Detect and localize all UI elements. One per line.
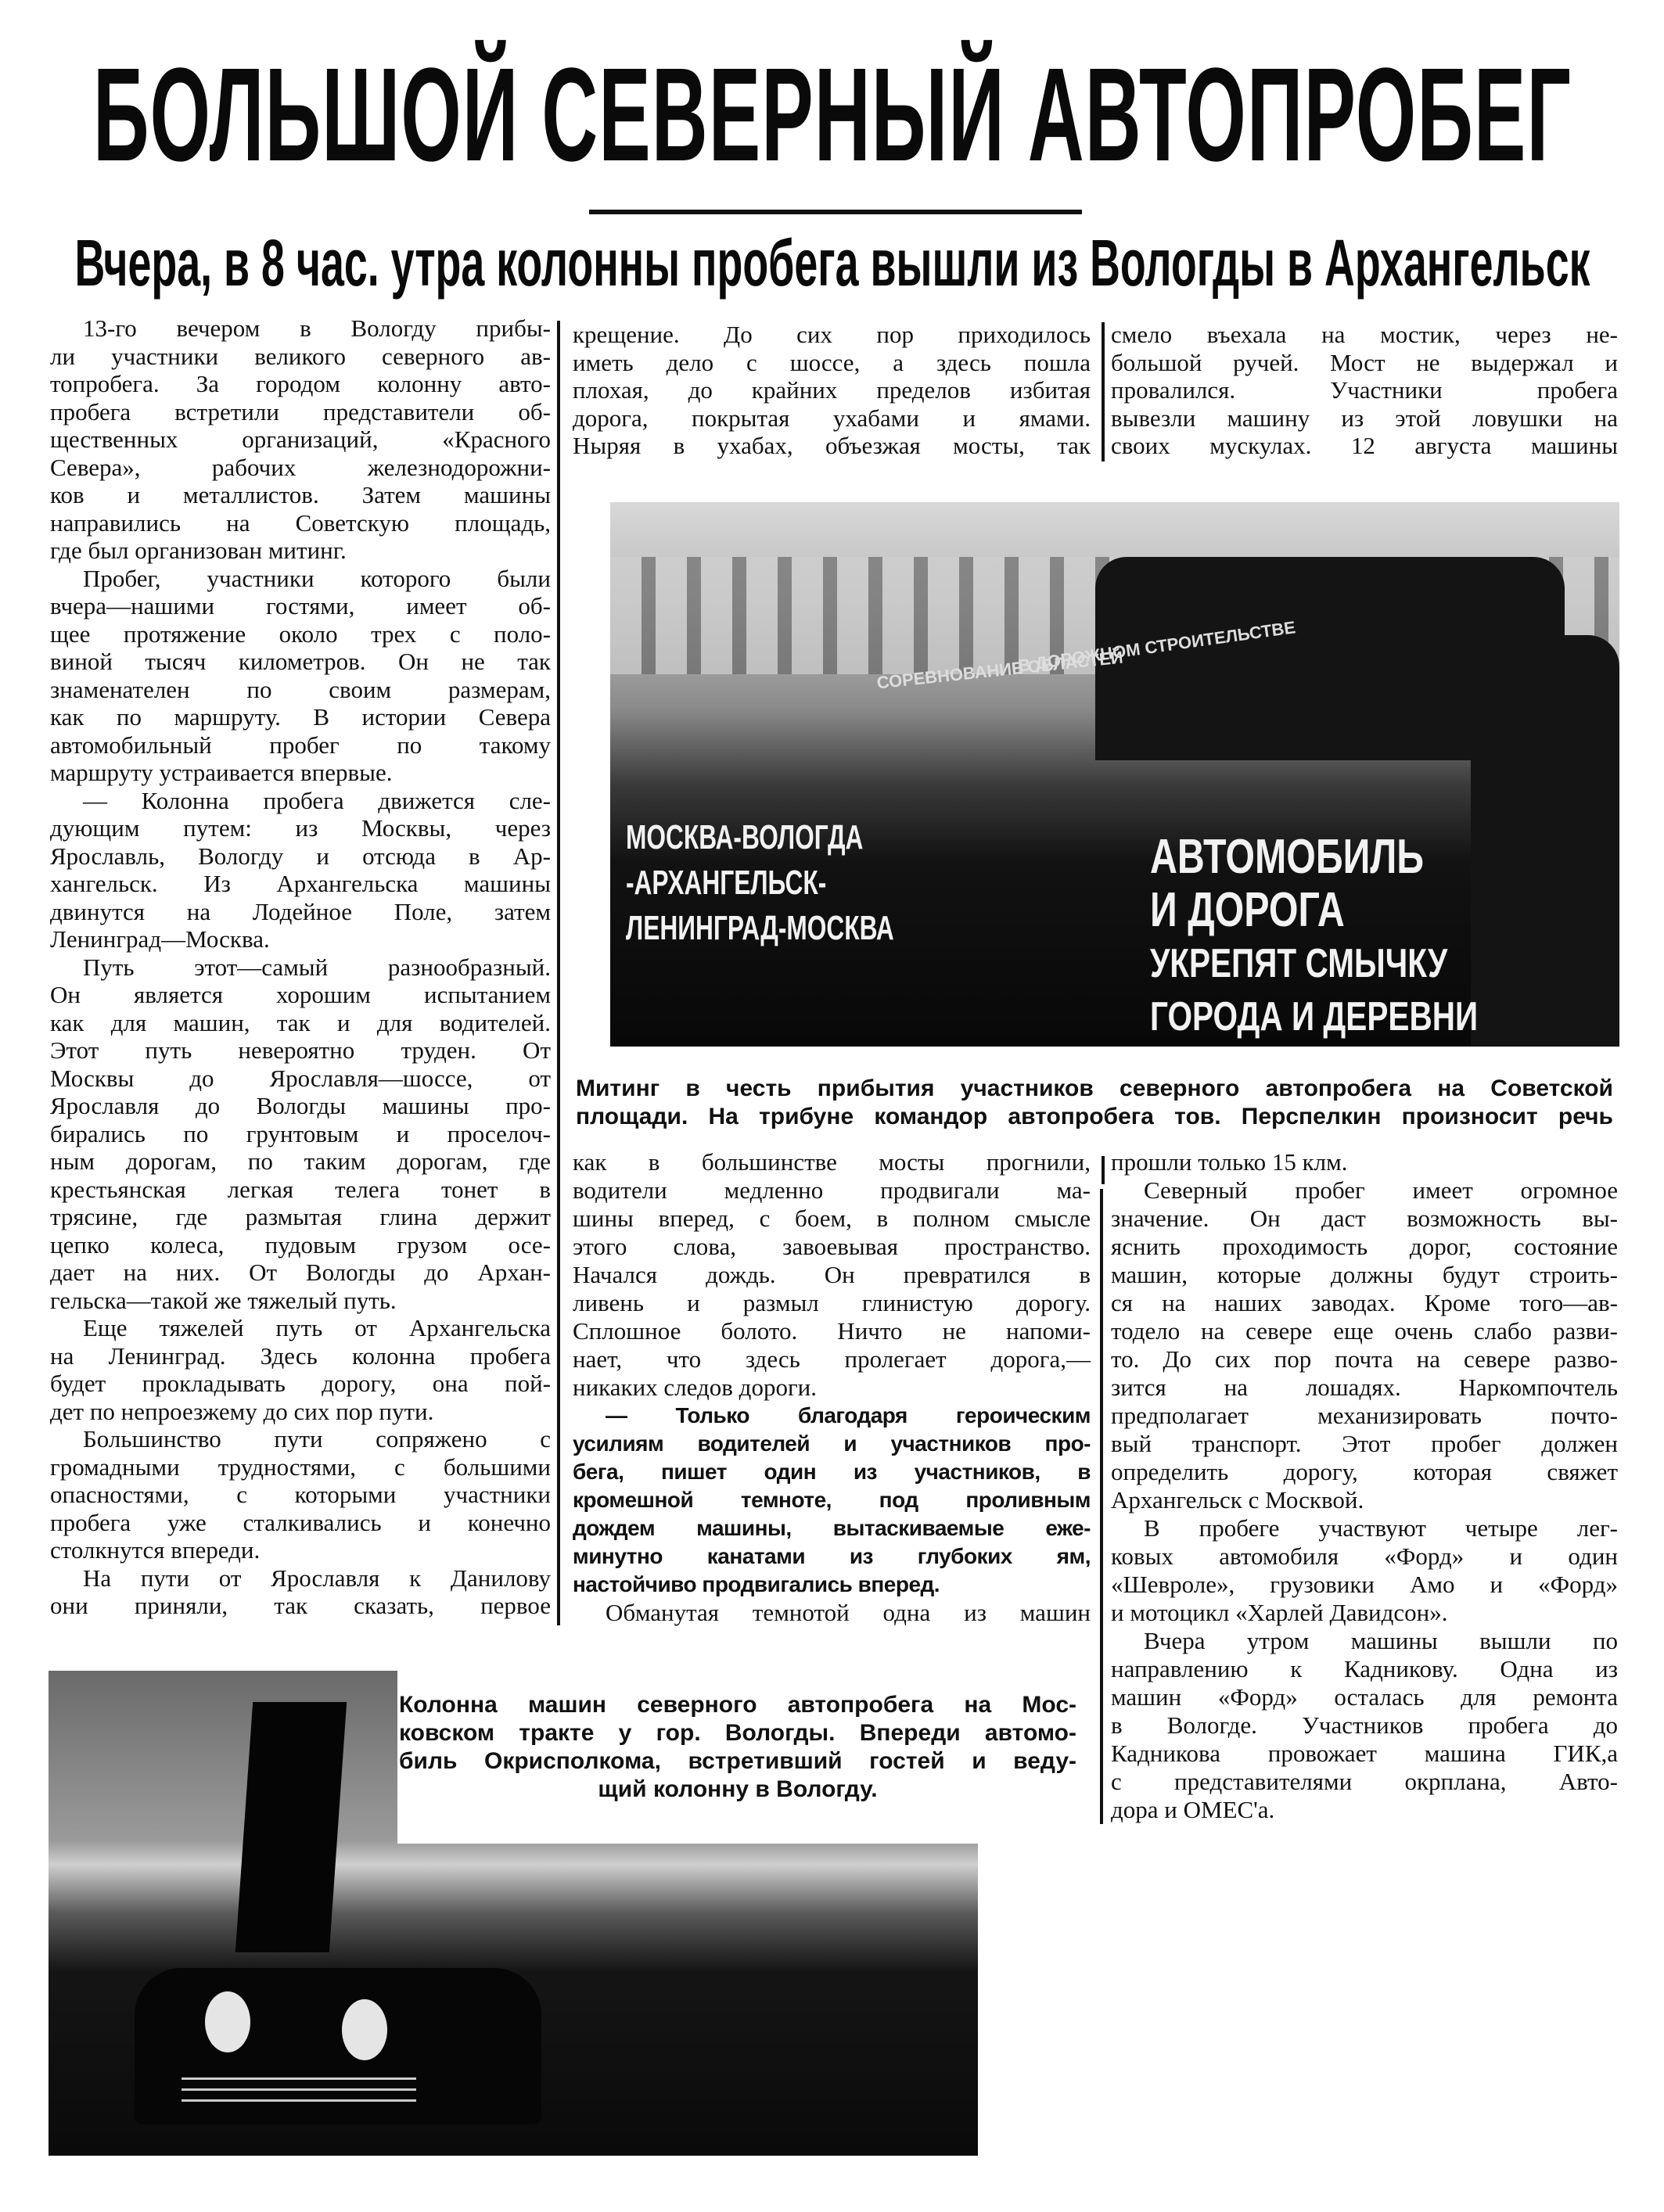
paragraph — [1111, 1176, 1618, 1514]
text-line: 13-го вечером в Вологду прибы- — [83, 314, 551, 342]
text-line: Ныряя в ухабах, объезжая мосты, так — [573, 432, 1091, 459]
text-line: бега, пишет один из участников, в — [573, 1460, 1091, 1484]
paragraph — [1111, 1627, 1618, 1824]
photo-caption-cars — [399, 1691, 1076, 1804]
text-line: ся на наших заводах. Кроме того—ав- — [1111, 1289, 1618, 1316]
text-line: значение. Он даст возможность вы- — [1111, 1205, 1618, 1232]
text-line: — Только благодаря героическим — [606, 1403, 1091, 1427]
text-line: Путь этот—самый разнообразный. — [83, 953, 551, 981]
paragraph — [573, 1148, 1091, 1402]
photo-rally-meeting — [610, 502, 1619, 1047]
text-line: пробега уже сталкивались и конечно — [50, 1508, 551, 1536]
text-line: кромешной темноте, под проливным — [573, 1488, 1091, 1512]
text-line: В пробеге участвуют четыре лег- — [1144, 1514, 1618, 1542]
headline-rule — [589, 210, 1082, 214]
text-line: Обманутая темнотой одна из машин — [606, 1599, 1091, 1626]
column-divider — [1102, 322, 1105, 461]
text-line: топробега. За городом колонну авто- — [50, 370, 551, 397]
text-line: Кадникова провожает машина ГИК,а — [1111, 1740, 1618, 1767]
text-line: маршруту устраивается впервые. — [50, 759, 393, 786]
text-line: Вчера утром машины вышли по — [1144, 1627, 1618, 1654]
text-line: ковых автомобиля «Форд» и один — [1111, 1542, 1618, 1570]
text-line: нает, что здесь пролегает дорога,— — [573, 1345, 1091, 1373]
article-column-1 — [50, 314, 551, 1620]
paragraph — [50, 314, 551, 565]
text-line: дает на них. От Вологды до Архан- — [50, 1259, 551, 1286]
text-line: с представителями окрплана, Авто- — [1111, 1768, 1618, 1795]
text-line: На пути от Ярославля к Данилову — [83, 1564, 551, 1592]
text-line: то. До сих пор почта на севере разво- — [1111, 1345, 1618, 1373]
photo-car — [135, 1968, 541, 2124]
text-line: крещение. До сих пор приходилось — [573, 321, 1091, 348]
photo-banner-line: ГОРОДА И ДЕРЕВНИ — [1150, 994, 1479, 1040]
text-line: как в большинстве мосты прогнили, — [573, 1148, 1091, 1176]
text-line: опасностями, с которыми участники — [50, 1481, 551, 1508]
text-line: провалился. Участники пробега — [1111, 376, 1618, 404]
article-column-3-top — [1111, 321, 1618, 460]
text-line: вчера—нашими гостями, имеет об- — [50, 592, 551, 619]
caption-line: Митинг в честь прибытия участников северного автопробега на Советской — [576, 1075, 1613, 1101]
paragraph — [50, 565, 551, 787]
text-line: иметь дело с шоссе, а здесь пошла — [573, 348, 1091, 376]
text-line: своих мускулах. 12 августа машины — [1111, 432, 1618, 459]
text-line: — Колонна пробега движется сле- — [83, 786, 551, 814]
text-line: гельска—такой же тяжелый путь. — [50, 1286, 397, 1314]
text-line: «Шевроле», грузовики Амо и «Форд» — [1111, 1571, 1618, 1598]
text-line: Большинство пути сопряжено с — [83, 1425, 551, 1453]
caption-line: площади. На трибуне командор автопробега тов. Перспелкин произносит речь — [576, 1104, 1613, 1129]
text-line: смело въехала на мостик, через не- — [1111, 321, 1618, 348]
text-line: автомобильный пробег по такому — [50, 731, 551, 759]
text-line: направились на Советскую площадь, — [50, 508, 551, 537]
photo-caption-rally — [576, 1075, 1613, 1131]
text-line: дора и ОМЕС'а. — [1111, 1796, 1275, 1823]
photo-car-headlamp — [342, 1999, 387, 2060]
text-line: предполагает механизировать почто- — [1111, 1402, 1618, 1429]
caption-line: щий колонну в Вологду. — [598, 1776, 878, 1802]
text-line: Ярославль, Вологду и отсюда в Ар- — [50, 842, 551, 870]
caption-line: биль Окрисполкома, встретивший гостей и веду- — [399, 1748, 1076, 1774]
paragraph — [50, 1314, 551, 1425]
text-line: цепко колеса, пудовым грузом осе- — [50, 1230, 551, 1259]
text-line: Сплошное болото. Ничто не напоми- — [573, 1317, 1091, 1345]
photo-banner-route — [626, 815, 894, 951]
text-line: знаменателен по своим размерам, — [50, 675, 551, 703]
text-line: большой ручей. Мост не выдержал и — [1111, 348, 1618, 376]
text-line: Начался дождь. Он превратился в — [573, 1261, 1091, 1288]
text-line: машин «Форд» осталась для ремонта — [1111, 1683, 1618, 1711]
text-line: дет по непроезжему до сих пор пути. — [50, 1397, 434, 1425]
text-line: Севера», рабочих железнодорожни- — [50, 453, 551, 481]
text-line: прошли только 15 клм. — [1111, 1148, 1348, 1176]
text-line: Москвы до Ярославля—шоссе, от — [50, 1064, 551, 1092]
text-line: виной тысяч километров. Он не так — [50, 648, 551, 675]
text-line: ков и металлистов. Затем машины — [50, 481, 551, 508]
paragraph — [1111, 321, 1618, 460]
text-line: в Вологде. Участников пробега до — [1111, 1711, 1618, 1739]
text-line: Пробег, участники которого были — [83, 564, 551, 592]
text-line: ным дорогам, по таким дорогам, где — [50, 1147, 551, 1175]
text-line: щественных организаций, «Красного — [50, 426, 551, 453]
paragraph — [573, 1599, 1091, 1627]
photo-banner-small-line: В ДОРОЖНОМ СТРОИТЕЛЬСТВЕ — [1016, 617, 1297, 676]
text-line: минутно канатами из глубоких ям, — [573, 1544, 1091, 1568]
subheadline: Вчера, в 8 час. утра колонны пробега вышли из Вологды в Архангельск — [74, 226, 1590, 300]
text-line: щее протяжение около трех с поло- — [50, 619, 551, 648]
paragraph — [1111, 1148, 1618, 1176]
text-line: и мотоцикл «Харлей Давидсон». — [1111, 1599, 1448, 1626]
paragraph — [573, 321, 1091, 460]
text-line: плохая, до крайних пределов избитая — [573, 376, 1091, 404]
paragraph — [573, 1402, 1091, 1599]
text-line: будет прокладывать дорогу, она пой- — [50, 1370, 551, 1397]
text-line: машин, которые должны будут строить- — [1111, 1261, 1618, 1288]
text-line: вывезли машину из этой ловушки на — [1111, 404, 1618, 432]
photo-banner-line: АВТОМОБИЛЬ — [1150, 830, 1425, 884]
headline: БОЛЬШОЙ СЕВЕРНЫЙ АВТОПРОБЕГ — [92, 41, 1572, 189]
photo-banner-line: -АРХАНГЕЛЬСК- — [626, 864, 827, 902]
text-line: яснить проходимость дорог, состояние — [1111, 1233, 1618, 1260]
text-line: водители медленно продвигали ма- — [573, 1176, 1091, 1204]
text-line: двинутся на Лодейное Поле, затем — [50, 897, 551, 925]
photo-banner-line: И ДОРОГА — [1150, 883, 1345, 937]
text-line: этого слова, завоевывая пространство. — [573, 1233, 1091, 1260]
text-line: направлению к Кадникову. Одна из — [1111, 1655, 1618, 1682]
text-line: Ленинград—Москва. — [50, 925, 270, 953]
photo-car-bumper — [181, 2077, 416, 2109]
text-line: тодело на севере еще очень слабо разви- — [1111, 1317, 1618, 1345]
text-line: ливень и размыл глинистую дорогу. — [573, 1289, 1091, 1316]
text-line: Северный пробег имеет огромное — [1144, 1176, 1618, 1204]
column-divider — [1102, 1156, 1105, 1184]
column-divider — [557, 321, 560, 1625]
photo-banner-line: МОСКВА-ВОЛОГДА — [626, 818, 864, 856]
photo-car-headlamp — [205, 1991, 250, 2052]
column-divider — [1100, 1189, 1103, 1824]
text-line: вый транспорт. Этот пробег должен — [1111, 1430, 1618, 1457]
text-line: ли участники великого северного ав- — [50, 342, 551, 370]
text-line: как по маршруту. В истории Севера — [50, 703, 551, 731]
text-line: хангельск. Из Архангельска машины — [50, 870, 551, 897]
photo-banner-small-line: СОРЕВНОВАНИЕ ОБЛАСТЕЙ — [875, 647, 1124, 693]
caption-line: ковском тракте у гор. Вологды. Впереди автомо- — [399, 1720, 1076, 1746]
text-line: пробега встретили представители об- — [50, 397, 551, 426]
paragraph — [1111, 1514, 1618, 1627]
text-line: как для машин, так и для водителей. — [50, 1008, 551, 1036]
paragraph — [50, 787, 551, 953]
photo-banner-line: ЛЕНИНГРАД-МОСКВА — [626, 909, 894, 947]
caption-line: Колонна машин северного автопробега на Мос- — [399, 1692, 1076, 1718]
text-line: столкнутся впереди. — [50, 1536, 261, 1564]
text-line: Он является хорошим испытанием — [50, 981, 551, 1008]
text-line: Ярославля до Вологды машины про- — [50, 1092, 551, 1119]
article-column-2-bottom — [573, 1148, 1091, 1627]
text-line: шины вперед, с боем, в полном смысле — [573, 1205, 1091, 1232]
photo-monument — [235, 1702, 347, 1952]
article-column-2-top — [573, 321, 1091, 460]
text-line: дующим путем: из Москвы, через — [50, 814, 551, 842]
text-line: определить дорогу, которая свяжет — [1111, 1458, 1618, 1485]
paragraph — [50, 1564, 551, 1620]
text-line: на Ленинград. Здесь колонна пробега — [50, 1341, 551, 1370]
text-line: Архангельск с Москвой. — [1111, 1486, 1364, 1514]
text-line: дорога, покрытая ухабами и ямами. — [573, 404, 1091, 432]
text-line: зится на лошадях. Наркомпочтель — [1111, 1374, 1618, 1401]
text-line: крестьянская легкая телега тонет в — [50, 1175, 551, 1203]
text-line: дождем машины, вытаскиваемые еже- — [573, 1516, 1091, 1540]
text-line: где был организован митинг. — [50, 537, 347, 564]
photo-figure — [1471, 635, 1619, 1047]
text-line: они приняли, так сказать, первое — [50, 1592, 551, 1619]
photo-banner-line: УКРЕПЯТ СМЫЧКУ — [1150, 941, 1448, 986]
text-line: громадными трудностями, с большими — [50, 1453, 551, 1481]
article-column-3-bottom — [1111, 1148, 1618, 1824]
text-line: Этот путь невероятно труден. От — [50, 1036, 551, 1064]
text-line: бирались по грунтовым и проселоч- — [50, 1119, 551, 1147]
text-line: никаких следов дороги. — [573, 1374, 817, 1401]
text-line: настойчиво продвигались вперед. — [573, 1572, 940, 1596]
text-line: Еще тяжелей путь от Архангельска — [83, 1314, 551, 1341]
text-line: усилиям водителей и участников про- — [573, 1431, 1091, 1456]
text-line: трясине, где размытая глина держит — [50, 1203, 551, 1230]
paragraph — [50, 1425, 551, 1564]
paragraph — [50, 953, 551, 1315]
photo-banner-slogan — [1150, 831, 1478, 1043]
